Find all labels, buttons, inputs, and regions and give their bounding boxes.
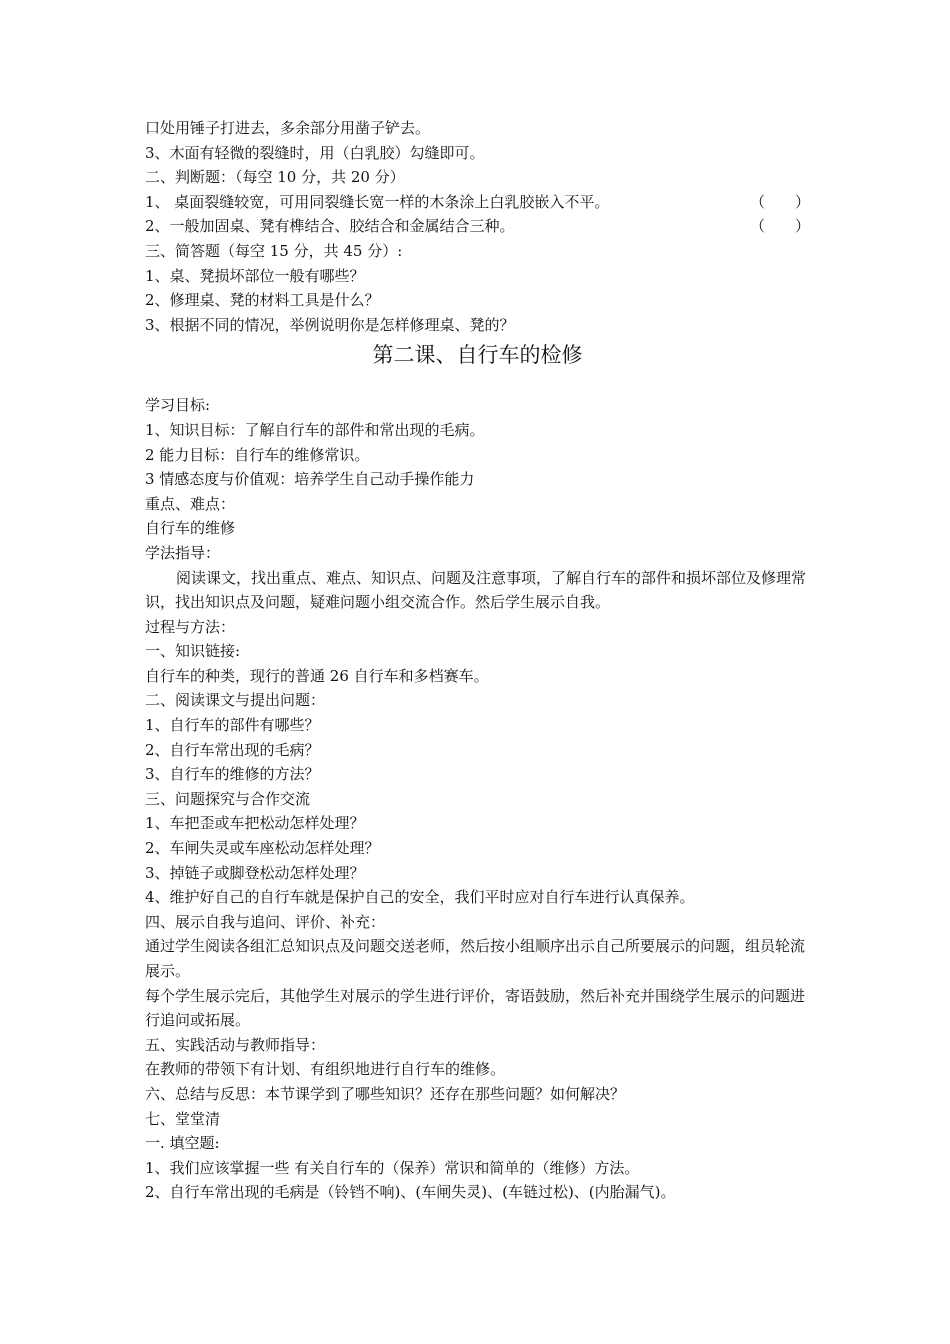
section-heading-judge: 二、判断题：（每空 10 分，共 20 分）: [145, 168, 405, 187]
text-line: 4、维护好自己的自行车就是保护自己的安全，我们平时应对自行车进行认真保养。: [145, 888, 695, 907]
text-line: 2、车闸失灵或车座松动怎样处理？: [145, 839, 380, 858]
text-line: 在教师的带领下有计划、有组织地进行自行车的维修。: [145, 1060, 506, 1079]
text-line: 1、自行车的部件有哪些？: [145, 716, 320, 735]
text-line: 四、展示自我与追问、评价、补充：: [145, 912, 386, 931]
text-line: 1、知识目标：了解自行车的部件和常出现的毛病。: [145, 420, 485, 439]
text-line: 一、知识链接:: [145, 642, 241, 661]
text-line: 学法指导：: [145, 543, 221, 562]
text-line: 重点、难点：: [145, 494, 236, 513]
answer-blank: （ ）: [749, 192, 810, 211]
text-line: 1、桌、凳损坏部位一般有哪些？: [145, 266, 365, 285]
text-line: 3、根据不同的情况，举例说明你是怎样修理桌、凳的？: [145, 315, 515, 334]
text-line: 二、阅读课文与提出问题：: [145, 691, 326, 710]
judge-question-text: 1、 桌面裂缝较宽，可用同裂缝长宽一样的木条涂上白乳胶嵌入不平。: [145, 192, 610, 211]
lesson-title: 第二课、自行车的检修: [372, 343, 583, 368]
text-line: 2、自行车常出现的毛病？: [145, 740, 320, 759]
paragraph-show-2: 每个学生展示完后，其他学生对展示的学生进行评价，寄语鼓励，然后补充并围绕学生展示的问题进行追问或拓展。: [145, 986, 806, 1030]
text-line: 3 情感态度与价值观：培养学生自己动手操作能力: [145, 470, 475, 489]
text-line: 学习目标:: [145, 396, 211, 415]
section-heading-short-answer: 三、简答题（每空 15 分，共 45 分）:: [145, 241, 403, 260]
judge-question-1: [145, 190, 810, 215]
text-line: 1、我们应该掌握一些 有关自行车的（保养）常识和简单的（维修）方法。: [145, 1158, 640, 1177]
text-line: 一. 填空题:: [145, 1134, 220, 1153]
judge-question-2: [145, 214, 810, 239]
text-line: 三、问题探究与合作交流: [145, 789, 311, 808]
paragraph-show-1: 通过学生阅读各组汇总知识点及问题交送老师，然后按小组顺序出示自己所要展示的问题，组员轮流展示。: [145, 937, 806, 980]
text-line: 七、堂堂清: [145, 1109, 221, 1128]
text-line: 口处用锤子打进去，多余部分用凿子铲去。: [145, 119, 431, 137]
judge-question-text: 2、一般加固桌、凳有榫结合、胶结合和金属结合三种。: [145, 217, 515, 236]
text-line: 自行车的维修: [145, 519, 236, 538]
text-line: 六、总结与反思：本节课学到了哪些知识？还存在那些问题？如何解决？: [145, 1084, 626, 1103]
text-line: 2、修理桌、凳的材料工具是什么？: [145, 291, 380, 310]
text-line: 3、自行车的维修的方法？: [145, 765, 320, 784]
text-line: 过程与方法：: [145, 617, 236, 636]
text-line: 3、掉链子或脚登松动怎样处理？: [145, 863, 365, 882]
text-line: 2、自行车常出现的毛病是（铃铛不响)、(车闸失灵)、(车链过松)、(内胎漏气)。: [145, 1183, 676, 1202]
text-line: 3、木面有轻微的裂缝时，用（白乳胶）勾缝即可。: [145, 143, 485, 162]
text-line: 1、车把歪或车把松动怎样处理？: [145, 814, 365, 833]
text-line: 五、实践活动与教师指导：: [145, 1035, 326, 1054]
answer-blank: （ ）: [749, 217, 810, 236]
document-body: [145, 116, 810, 1205]
paragraph-study-guide: 阅读课文，找出重点、难点、知识点、问题及注意事项，了解自行车的部件和损坏部位及修理常识，找出知识点及问题，疑难问题小组交流合作。然后学生展示自我。: [145, 568, 807, 612]
text-line: 自行车的种类，现行的普通 26 自行车和多档赛车。: [145, 666, 489, 685]
text-line: 2 能力目标：自行车的维修常识。: [145, 445, 370, 464]
